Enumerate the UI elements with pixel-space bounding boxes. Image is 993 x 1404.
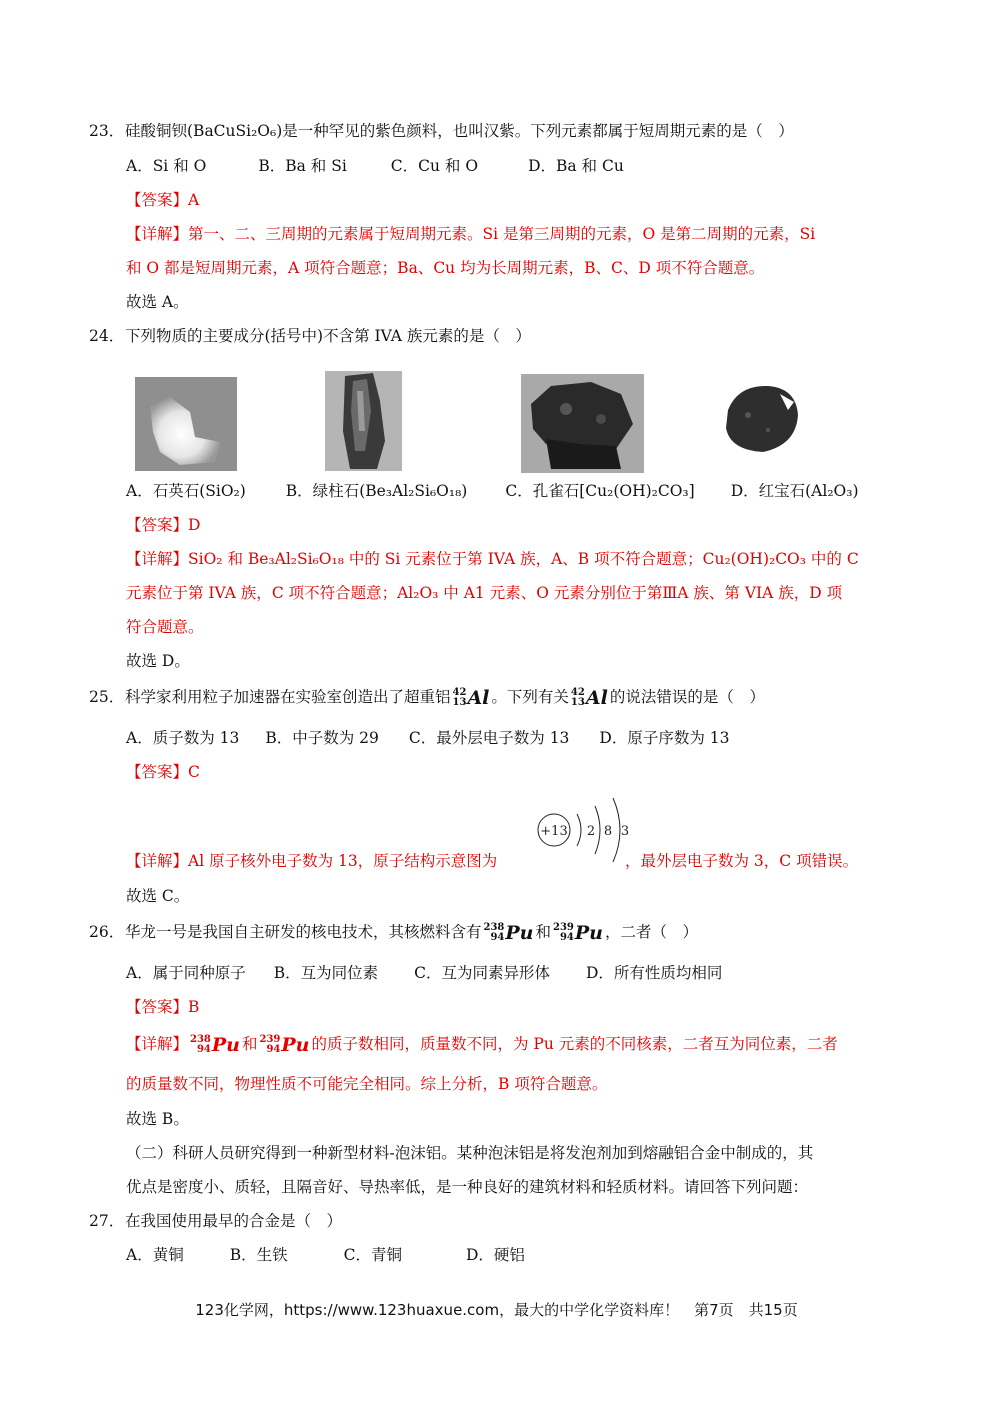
beryl-image	[325, 371, 402, 471]
option-a: A．Si 和 O	[126, 157, 207, 175]
option-c: C．互为同素异形体	[414, 964, 550, 982]
q24-detail-line-3: 符合题意。	[126, 618, 204, 636]
question-text: 下列物质的主要成分(括号中)不含第 IVA 族元素的是（ ）	[125, 327, 531, 345]
q24-detail-line-2: 元素位于第 IVA 族，C 项不符合题意；Al₂O₃ 中 A1 元素、O 元素分别位于第ⅢA 族、第 VIA 族，D 项	[126, 584, 843, 602]
q23-detail-line-1	[126, 224, 815, 244]
q23-conclusion: 故选 A。	[126, 293, 189, 311]
q24-detail-line-1	[126, 549, 859, 569]
q25-options	[126, 728, 774, 748]
pu238-nuclide	[484, 923, 534, 943]
question-text: ，二者（ ）	[605, 923, 699, 941]
option-b: B．Ba 和 Si	[258, 157, 347, 175]
q24-answer	[126, 515, 200, 535]
q25-answer	[126, 762, 200, 782]
detail-tag: 【详解】	[126, 550, 189, 568]
detail-text: 和	[242, 1035, 258, 1053]
mass-number: 42	[570, 687, 585, 698]
pu239-nuclide	[260, 1035, 310, 1055]
atomic-number: 94	[490, 932, 505, 943]
q26-answer	[126, 997, 199, 1017]
al-nuclide	[453, 688, 490, 708]
mass-number: 239	[259, 1034, 281, 1045]
question-text: 科学家利用粒子加速器在实验室创造出了超重铝	[125, 688, 451, 706]
option-b: B．生铁	[229, 1246, 288, 1264]
q24-conclusion: 故选 D。	[126, 652, 190, 670]
q27-options	[126, 1245, 569, 1265]
answer-tag: 【答案】	[126, 763, 189, 781]
answer-tag: 【答案】	[126, 516, 189, 534]
q26-detail-line-1	[126, 1034, 838, 1055]
answer-value: C	[188, 763, 200, 781]
detail-tag: 【详解】	[126, 225, 189, 243]
q25-detail-line-1b: ，最外层电子数为 3，C 项错误。	[625, 852, 859, 870]
element-symbol: Pu	[281, 1034, 310, 1056]
q26-stem	[89, 922, 698, 943]
malachite-image	[521, 374, 644, 473]
pu238-nuclide	[190, 1035, 240, 1055]
question-text: 的说法错误的是（ ）	[609, 688, 765, 706]
option-d: D．红宝石(Al₂O₃)	[730, 482, 859, 500]
shell-2-electrons: 8	[603, 824, 613, 839]
section-2-line-1: （二）科研人员研究得到一种新型材料-泡沫铝。某种泡沫铝是将发泡剂加到熔融铝合金中制成的，其	[126, 1144, 814, 1162]
detail-text: Al 原子核外电子数为 13，原子结构示意图为	[188, 852, 498, 870]
option-b: B．绿柱石(Be₃Al₂Si₆O₁₈)	[285, 482, 468, 500]
question-number: 25．	[89, 688, 125, 706]
detail-tag: 【详解】	[126, 852, 189, 870]
q24-stem	[89, 326, 531, 346]
question-number: 23．	[89, 122, 125, 140]
option-d: D．Ba 和 Cu	[528, 157, 624, 175]
q23-answer	[126, 190, 199, 210]
atomic-number: 94	[266, 1044, 281, 1055]
pu239-nuclide	[553, 923, 603, 943]
detail-text: SiO₂ 和 Be₃Al₂Si₆O₁₈ 中的 Si 元素位于第 IVA 族，A、B 项不符合题意；Cu₂(OH)₂CO₃ 中的 C	[188, 550, 859, 568]
q27-stem	[89, 1211, 342, 1231]
atomic-number: 13	[570, 697, 585, 708]
element-symbol: Pu	[505, 922, 534, 944]
atomic-number: 94	[559, 932, 574, 943]
mass-number: 42	[452, 687, 467, 698]
mass-number: 239	[553, 922, 574, 933]
q25-conclusion: 故选 C。	[126, 887, 190, 905]
q26-options	[126, 963, 766, 983]
shell-1-electrons: 2	[586, 824, 596, 839]
option-c: C．最外层电子数为 13	[408, 729, 570, 747]
answer-tag: 【答案】	[126, 998, 189, 1016]
shell-3-electrons: 3	[620, 824, 630, 839]
element-symbol: Al	[585, 687, 608, 709]
element-symbol: Al	[467, 687, 490, 709]
question-text: 华龙一号是我国自主研发的核电技术，其核燃料含有	[125, 923, 482, 941]
nucleus-charge: +13	[540, 824, 568, 839]
detail-text: 第一、二、三周期的元素属于短周期元素。Si 是第三周期的元素，O 是第二周期的元素，Si	[188, 225, 816, 243]
element-symbol: Pu	[574, 922, 603, 944]
q23-detail-line-2: 和 O 都是短周期元素，A 项符合题意；Ba、Cu 均为长周期元素，B、C、D 项不符合题意。	[126, 259, 765, 277]
option-a: A．质子数为 13	[126, 729, 240, 747]
q26-conclusion: 故选 B。	[126, 1110, 189, 1128]
q23-stem	[89, 121, 794, 141]
q25-detail-line-1	[126, 851, 497, 871]
q24-options	[126, 481, 903, 501]
option-d: D．所有性质均相同	[585, 964, 723, 982]
option-a: A．黄铜	[126, 1246, 184, 1264]
q26-detail-line-2: 的质量数不同，物理性质不可能完全相同。综上分析，B 项符合题意。	[126, 1075, 608, 1093]
option-b: B．中子数为 29	[265, 729, 379, 747]
al-nuclide	[571, 688, 608, 708]
mass-number: 238	[190, 1034, 211, 1045]
option-c: C．Cu 和 O	[390, 157, 479, 175]
section-2-line-2: 优点是密度小、质轻，且隔音好、导热率低，是一种良好的建筑材料和轻质材料。请回答下列问题：	[126, 1178, 809, 1196]
atomic-structure-diagram	[535, 792, 635, 868]
option-c: C．青铜	[343, 1246, 402, 1264]
answer-tag: 【答案】	[126, 191, 189, 209]
atomic-number: 13	[452, 697, 467, 708]
detail-text: 的质子数相同，质量数不同，为 Pu 元素的不同核素，二者互为同位素，二者	[311, 1035, 838, 1053]
option-d: D．硬铝	[465, 1246, 525, 1264]
question-text: 在我国使用最早的合金是（ ）	[125, 1212, 343, 1230]
question-number: 26．	[89, 923, 125, 941]
detail-tag: 【详解】	[126, 1035, 189, 1053]
atomic-number: 94	[196, 1044, 211, 1055]
mass-number: 238	[483, 922, 505, 933]
question-text: 。下列有关	[491, 688, 569, 706]
page-footer: 123化学网，https://www.123huaxue.com，最大的中学化学资料库！ 第7页 共15页	[195, 1301, 798, 1319]
option-a: A．属于同种原子	[126, 964, 246, 982]
question-number: 27．	[89, 1212, 125, 1230]
answer-value: D	[188, 516, 201, 534]
question-number: 24．	[89, 327, 125, 345]
option-d: D．原子序数为 13	[599, 729, 730, 747]
question-text: 和	[535, 923, 552, 941]
quartz-image	[135, 377, 237, 471]
option-b: B．互为同位素	[273, 964, 379, 982]
answer-value: A	[188, 191, 200, 209]
question-text: 硅酸铜钡(BaCuSi₂O₆)是一种罕见的紫色颜料，也叫汉紫。下列元素都属于短周期元素的是（ ）	[125, 122, 794, 140]
q25-stem	[89, 687, 765, 708]
element-symbol: Pu	[211, 1034, 240, 1056]
answer-value: B	[188, 998, 200, 1016]
ruby-image	[718, 380, 802, 458]
option-a: A．石英石(SiO₂)	[126, 482, 246, 500]
option-c: C．孔雀石[Cu₂(OH)₂CO₃]	[505, 482, 695, 500]
q23-options	[126, 156, 668, 176]
